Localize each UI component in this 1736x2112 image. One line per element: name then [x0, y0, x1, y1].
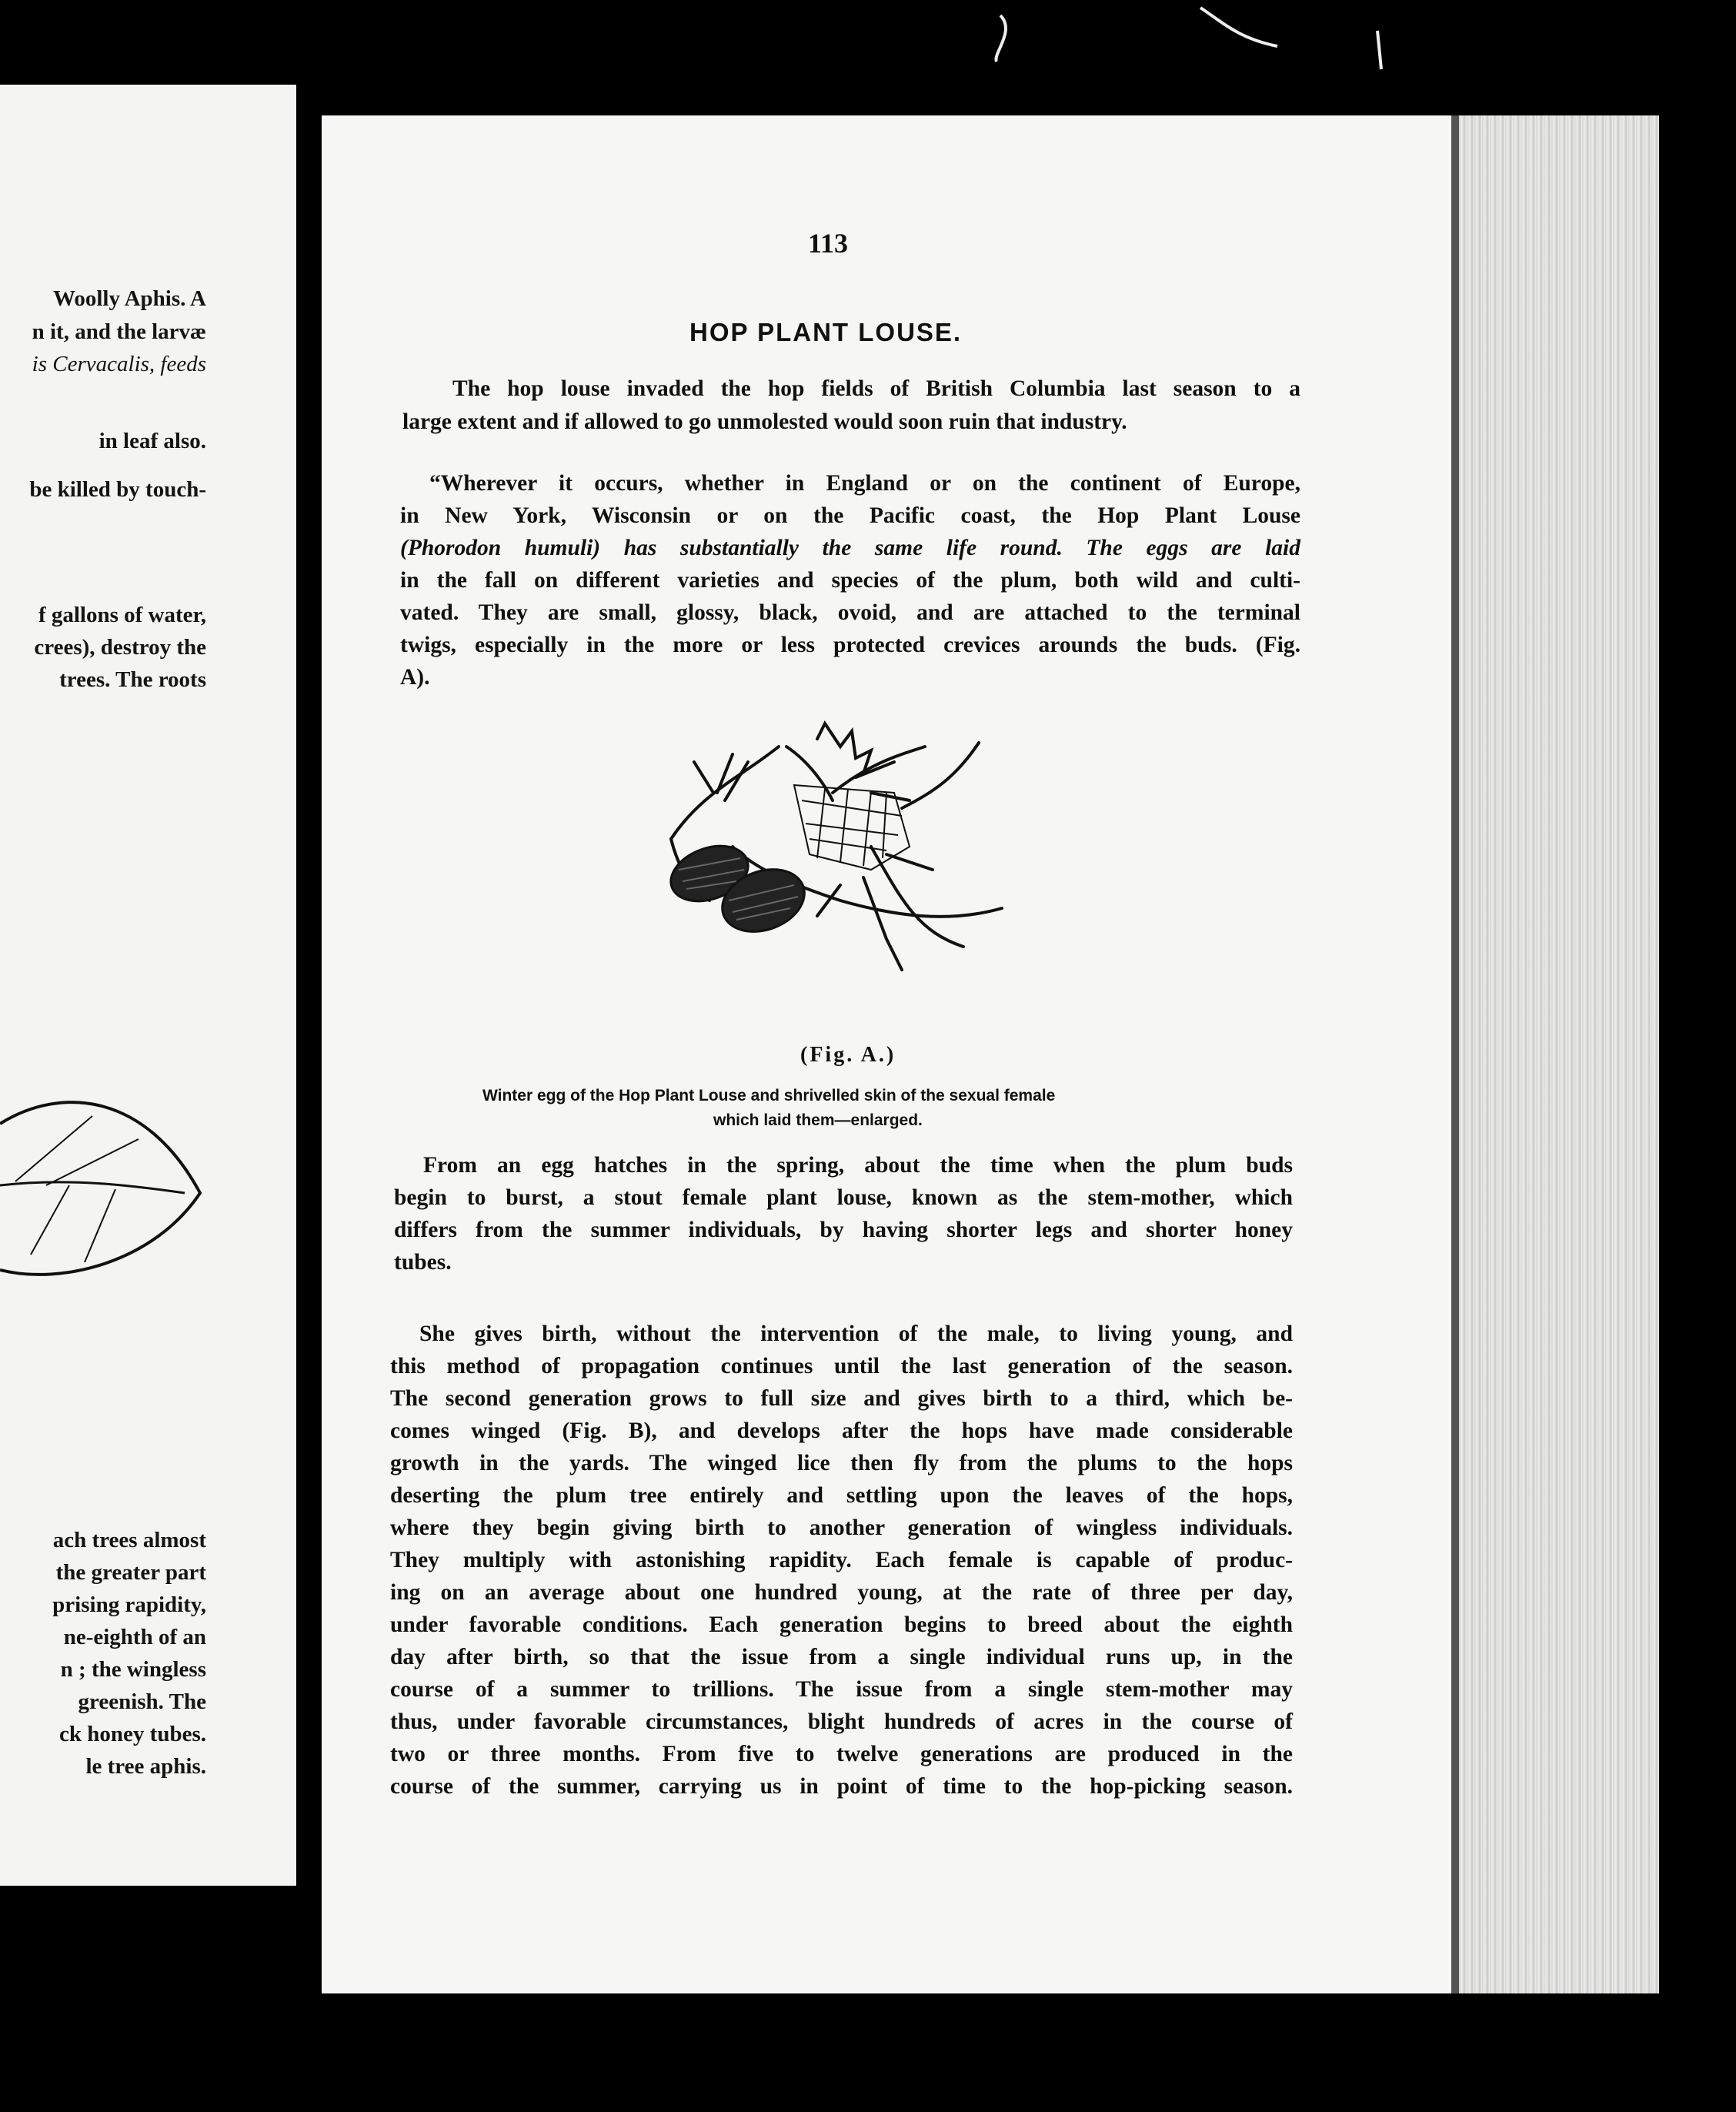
paragraph-4-line: deserting the plum tree entirely and settling upon the leaves of the hops,	[390, 1483, 1293, 1508]
paragraph-4-line: two or three months. From five to twelve generations are produced in the	[390, 1742, 1293, 1766]
paragraph-4-line: day after birth, so that the issue from a single individual runs up, in the	[390, 1645, 1293, 1669]
figure-caption-line: which laid them—enlarged.	[713, 1111, 923, 1129]
paragraph-4-line: growth in the yards. The winged lice then fly from the plums to the hops	[390, 1451, 1293, 1475]
left-page-line: crees), destroy the	[34, 635, 206, 660]
left-page-line: trees. The roots	[59, 667, 206, 692]
paragraph-4-line: The second generation grows to full size and gives birth to a third, which be-	[390, 1386, 1293, 1411]
paragraph-4-line: where they begin giving birth to another generation of wingless individuals.	[390, 1515, 1293, 1540]
page-edge-shadow	[1451, 115, 1459, 1993]
left-page-line: in leaf also.	[98, 429, 206, 453]
book-gutter	[296, 85, 322, 1886]
page-heading: HOP PLANT LOUSE.	[689, 318, 963, 346]
paragraph-2-line: “Wherever it occurs, whether in England or on the continent of Europe,	[429, 471, 1300, 496]
paragraph-2-line: (Phorodon humuli) has substantially the same life round. The eggs are laid	[400, 536, 1300, 560]
paragraph-3-line: tubes.	[394, 1250, 452, 1275]
left-page-line: greenish. The	[78, 1689, 206, 1714]
paragraph-1-line: large extent and if allowed to go unmolested would soon ruin that industry.	[402, 409, 1127, 434]
left-page-line: ne-eighth of an	[63, 1625, 206, 1649]
left-facing-page	[0, 85, 296, 1886]
paragraph-3-line: From an egg hatches in the spring, about the time when the plum buds	[423, 1153, 1293, 1178]
paragraph-4-line: thus, under favorable circumstances, blight hundreds of acres in the course of	[390, 1709, 1293, 1734]
paragraph-4-line: ing on an average about one hundred young, at the rate of three per day,	[390, 1580, 1293, 1605]
paragraph-2-line: in New York, Wisconsin or on the Pacific coast, the Hop Plant Louse	[400, 503, 1300, 528]
hop-plant-louse-egg-illustration	[640, 716, 1053, 1005]
left-page-line: the greater part	[55, 1560, 206, 1585]
left-page-line: n it, and the larvæ	[32, 319, 206, 344]
left-page-line: le tree aphis.	[85, 1754, 206, 1779]
paragraph-2-line: vated. They are small, glossy, black, ovoid, and are attached to the terminal	[400, 600, 1300, 625]
leaf-illustration	[0, 1078, 215, 1301]
paragraph-4-line: They multiply with astonishing rapidity. Each female is capable of produc-	[390, 1548, 1293, 1572]
paragraph-3-line: begin to burst, a stout female plant louse, known as the stem-mother, which	[394, 1185, 1293, 1210]
left-page-line: ach trees almost	[52, 1528, 206, 1552]
paragraph-1-line: The hop louse invaded the hop fields of British Columbia last season to a	[452, 376, 1300, 401]
left-page-line: n ; the wingless	[60, 1657, 206, 1682]
paragraph-2-line: twigs, especially in the more or less protected crevices arounds the buds. (Fig.	[400, 633, 1300, 657]
left-page-line: ck honey tubes.	[59, 1722, 206, 1746]
left-page-line: prising rapidity,	[52, 1592, 206, 1617]
paragraph-2-line: A).	[400, 665, 430, 690]
paragraph-4-line: She gives birth, without the intervention of the male, to living young, and	[419, 1322, 1293, 1346]
page-edges	[1451, 115, 1659, 1993]
figure-label: (Fig. A.)	[800, 1043, 896, 1067]
paragraph-4-line: comes winged (Fig. B), and develops after the hops have made considerable	[390, 1419, 1293, 1443]
left-page-line: Woolly Aphis. A	[52, 286, 206, 311]
paragraph-4-line: under favorable conditions. Each generation begins to breed about the eighth	[390, 1612, 1293, 1637]
paragraph-3-line: differs from the summer individuals, by having shorter legs and shorter honey	[394, 1218, 1293, 1242]
paragraph-4-line: this method of propagation continues until the last generation of the season.	[390, 1354, 1293, 1378]
left-page-line: be killed by touch-	[29, 477, 206, 502]
page-number: 113	[808, 228, 849, 259]
left-page-line: is Cervacalis, feeds	[32, 352, 206, 376]
paragraph-4-line: course of the summer, carrying us in point of time to the hop-picking season.	[390, 1774, 1293, 1799]
paragraph-2-line: in the fall on different varieties and species of the plum, both wild and culti-	[400, 568, 1300, 593]
scan-artifact-marks	[970, 0, 1736, 92]
left-page-line: f gallons of water,	[38, 603, 206, 627]
figure-caption-line: Winter egg of the Hop Plant Louse and shrivelled skin of the sexual female	[482, 1087, 1056, 1104]
paragraph-4-line: course of a summer to trillions. The issue from a single stem-mother may	[390, 1677, 1293, 1702]
